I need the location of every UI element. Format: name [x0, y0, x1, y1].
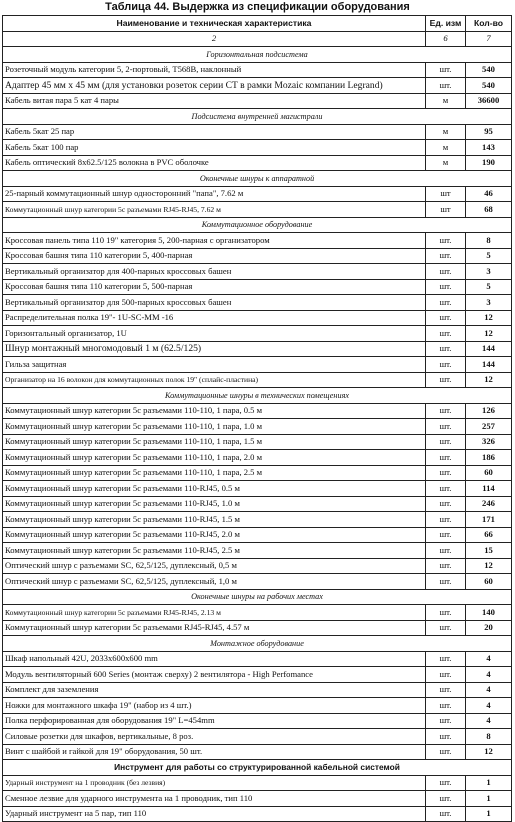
item-quantity: 144	[466, 341, 512, 357]
item-name: Розеточный модуль категории 5, 2-портовый, T568B, наклонный	[3, 62, 426, 78]
item-unit: шт.	[426, 698, 466, 714]
item-quantity: 4	[466, 713, 512, 729]
table-row	[3, 341, 512, 357]
item-name: Коммутационный шнур категории 5с разъемами 110-RJ45, 2.0 м	[3, 527, 426, 543]
section-row	[3, 388, 512, 404]
item-quantity: 95	[466, 124, 512, 140]
item-quantity: 4	[466, 698, 512, 714]
item-quantity: 4	[466, 651, 512, 667]
item-name: Полка перфорированная для оборудования 19" L=454mm	[3, 713, 426, 729]
item-name: Коммутационный шнур категории 5с разъемами 110-110, 1 пара, 1.5 м	[3, 434, 426, 450]
item-name: Коммутационный шнур категории 5с разъемами 110-110, 1 пара, 2.5 м	[3, 465, 426, 481]
item-unit: шт.	[426, 403, 466, 419]
item-name: Кабель 5кат 100 пар	[3, 140, 426, 156]
table-row	[3, 279, 512, 295]
item-quantity: 12	[466, 326, 512, 342]
item-quantity: 20	[466, 620, 512, 636]
item-name: Сменное лезвие для ударного инструмента на 1 проводник, тип 110	[3, 791, 426, 807]
item-name: Коммутационный шнур категории 5с разъемами RJ45-RJ45, 7.62 м	[3, 202, 426, 218]
item-unit: шт.	[426, 357, 466, 373]
item-name: Гильза защитная	[3, 357, 426, 373]
item-unit: шт.	[426, 651, 466, 667]
item-quantity: 171	[466, 512, 512, 528]
item-quantity: 12	[466, 372, 512, 388]
item-quantity: 60	[466, 574, 512, 590]
table-row	[3, 620, 512, 636]
item-quantity: 15	[466, 543, 512, 559]
table-row	[3, 357, 512, 373]
item-quantity: 540	[466, 62, 512, 78]
item-unit: м	[426, 155, 466, 171]
item-unit: шт.	[426, 729, 466, 745]
item-name: Горизонтальный организатор, 1U	[3, 326, 426, 342]
item-quantity: 68	[466, 202, 512, 218]
table-row	[3, 574, 512, 590]
item-quantity: 114	[466, 481, 512, 497]
table-row	[3, 450, 512, 466]
header-qty: Кол-во	[466, 16, 512, 32]
item-unit: шт.	[426, 527, 466, 543]
item-quantity: 12	[466, 310, 512, 326]
item-unit: шт.	[426, 419, 466, 435]
item-unit: м	[426, 140, 466, 156]
item-name: Коммутационный шнур категории 5с разъемами 110-RJ45, 1.5 м	[3, 512, 426, 528]
item-unit: шт.	[426, 62, 466, 78]
item-unit: шт	[426, 186, 466, 202]
item-unit: шт.	[426, 682, 466, 698]
section-title: Инструмент для работы со структурированной кабельной системой	[3, 760, 512, 776]
specification-table-body	[3, 16, 512, 822]
item-unit: шт.	[426, 806, 466, 822]
column-number-qty: 7	[466, 31, 512, 47]
item-unit: шт.	[426, 791, 466, 807]
item-name: Коммутационный шнур категории 5с разъемами RJ45-RJ45, 2.13 м	[3, 605, 426, 621]
section-title: Монтажное оборудование	[3, 636, 512, 652]
item-name: Шкаф напольный 42U, 2033x600x600 mm	[3, 651, 426, 667]
table-row	[3, 481, 512, 497]
column-number-name: 2	[3, 31, 426, 47]
table-row	[3, 186, 512, 202]
item-quantity: 326	[466, 434, 512, 450]
table-row	[3, 713, 512, 729]
item-name: Шнур монтажный многомодовый 1 м (62.5/125)	[3, 341, 426, 357]
item-unit: шт.	[426, 558, 466, 574]
table-row	[3, 682, 512, 698]
table-row	[3, 372, 512, 388]
section-title: Коммутационное оборудование	[3, 217, 512, 233]
item-name: Коммутационный шнур категории 5с разъемами 110-110, 1 пара, 1.0 м	[3, 419, 426, 435]
item-unit: шт	[426, 202, 466, 218]
item-quantity: 1	[466, 791, 512, 807]
table-row	[3, 775, 512, 791]
table-row	[3, 124, 512, 140]
item-quantity: 4	[466, 667, 512, 683]
section-title: Подсистема внутренней магистрали	[3, 109, 512, 125]
item-unit: м	[426, 124, 466, 140]
item-unit: шт.	[426, 372, 466, 388]
item-quantity: 1	[466, 806, 512, 822]
item-unit: шт.	[426, 775, 466, 791]
item-quantity: 257	[466, 419, 512, 435]
section-row	[3, 171, 512, 187]
item-quantity: 4	[466, 682, 512, 698]
item-name: 25-парный коммутационный шнур односторонний "папа", 7.62 м	[3, 186, 426, 202]
item-unit: шт.	[426, 233, 466, 249]
item-name: Кроссовая башня типа 110 категории 5, 400-парная	[3, 248, 426, 264]
item-quantity: 12	[466, 744, 512, 760]
item-name: Адаптер 45 мм х 45 мм (для установки розеток серии CT в рамки Mozaic компании Legrand)	[3, 78, 426, 94]
header-name: Наименование и техническая характеристика	[3, 16, 426, 32]
item-name: Кроссовая панель типа 110 19" категория 5, 200-парная с организатором	[3, 233, 426, 249]
section-row	[3, 760, 512, 776]
table-row	[3, 140, 512, 156]
section-row	[3, 109, 512, 125]
item-name: Кабель 5кат 25 пар	[3, 124, 426, 140]
table-row	[3, 527, 512, 543]
item-name: Ударный инструмент на 5 пар, тип 110	[3, 806, 426, 822]
item-name: Кабель витая пара 5 кат 4 пары	[3, 93, 426, 109]
table-row	[3, 326, 512, 342]
item-unit: шт.	[426, 264, 466, 280]
item-name: Коммутационный шнур категории 5с разъемами 110-RJ45, 0.5 м	[3, 481, 426, 497]
table-row	[3, 465, 512, 481]
item-name: Винт с шайбой и гайкой для 19" оборудования, 50 шт.	[3, 744, 426, 760]
item-unit: шт.	[426, 620, 466, 636]
item-quantity: 3	[466, 295, 512, 311]
item-name: Кроссовая башня типа 110 категории 5, 500-парная	[3, 279, 426, 295]
item-quantity: 246	[466, 496, 512, 512]
table-row	[3, 295, 512, 311]
item-unit: шт.	[426, 496, 466, 512]
table-row	[3, 744, 512, 760]
header-unit: Ед. изм	[426, 16, 466, 32]
section-row	[3, 47, 512, 63]
item-unit: шт.	[426, 481, 466, 497]
item-unit: шт.	[426, 248, 466, 264]
item-name: Коммутационный шнур категории 5с разъемами 110-RJ45, 1.0 м	[3, 496, 426, 512]
column-number-row	[3, 31, 512, 47]
item-unit: шт.	[426, 605, 466, 621]
item-quantity: 8	[466, 233, 512, 249]
table-row	[3, 651, 512, 667]
item-name: Распределительная полка 19"- 1U-SC-MM -16	[3, 310, 426, 326]
item-name: Коммутационный шнур категории 5с разъемами 110-110, 1 пара, 2.0 м	[3, 450, 426, 466]
section-row	[3, 217, 512, 233]
item-quantity: 1	[466, 775, 512, 791]
table-row	[3, 248, 512, 264]
item-quantity: 8	[466, 729, 512, 745]
item-unit: шт.	[426, 543, 466, 559]
item-name: Вертикальный организатор для 400-парных кроссовых башен	[3, 264, 426, 280]
table-row	[3, 78, 512, 94]
table-row	[3, 806, 512, 822]
table-row	[3, 605, 512, 621]
item-quantity: 186	[466, 450, 512, 466]
item-unit: шт.	[426, 341, 466, 357]
item-quantity: 60	[466, 465, 512, 481]
column-number-unit: 6	[426, 31, 466, 47]
section-row	[3, 589, 512, 605]
table-row	[3, 233, 512, 249]
header-row	[3, 16, 512, 32]
item-unit: м	[426, 93, 466, 109]
item-unit: шт.	[426, 295, 466, 311]
item-unit: шт.	[426, 326, 466, 342]
table-caption: Таблица 44. Выдержка из спецификации оборудования	[105, 1, 410, 13]
item-quantity: 190	[466, 155, 512, 171]
table-row	[3, 512, 512, 528]
item-name: Ножки для монтажного шкафа 19" (набор из 4 шт.)	[3, 698, 426, 714]
item-quantity: 3	[466, 264, 512, 280]
table-row	[3, 558, 512, 574]
item-name: Силовые розетки для шкафов, вертикальные, 8 роз.	[3, 729, 426, 745]
section-row	[3, 636, 512, 652]
item-unit: шт.	[426, 512, 466, 528]
section-title: Горизонтальная подсистема	[3, 47, 512, 63]
table-row	[3, 202, 512, 218]
item-name: Кабель оптический 8x62.5/125 волокна в PVC оболочке	[3, 155, 426, 171]
table-row	[3, 729, 512, 745]
item-quantity: 126	[466, 403, 512, 419]
item-unit: шт.	[426, 78, 466, 94]
item-unit: шт.	[426, 450, 466, 466]
table-row	[3, 155, 512, 171]
item-name: Ударный инструмент на 1 проводник (без лезвия)	[3, 775, 426, 791]
item-unit: шт.	[426, 279, 466, 295]
table-row	[3, 62, 512, 78]
table-row	[3, 310, 512, 326]
item-name: Оптический шнур с разъемами SC, 62,5/125, дуплексный, 0,5 м	[3, 558, 426, 574]
item-name: Организатор на 16 волокон для коммутационных полок 19" (сплайс-пластина)	[3, 372, 426, 388]
item-quantity: 144	[466, 357, 512, 373]
item-name: Коммутационный шнур категории 5с разъемами RJ45-RJ45, 4.57 м	[3, 620, 426, 636]
table-row	[3, 791, 512, 807]
item-unit: шт.	[426, 744, 466, 760]
specification-table	[2, 15, 512, 822]
item-unit: шт.	[426, 667, 466, 683]
item-quantity: 143	[466, 140, 512, 156]
item-name: Вертикальный организатор для 500-парных кроссовых башен	[3, 295, 426, 311]
item-quantity: 140	[466, 605, 512, 621]
item-unit: шт.	[426, 465, 466, 481]
item-quantity: 540	[466, 78, 512, 94]
table-row	[3, 419, 512, 435]
item-quantity: 5	[466, 248, 512, 264]
table-row	[3, 496, 512, 512]
item-unit: шт.	[426, 310, 466, 326]
table-row	[3, 667, 512, 683]
table-row	[3, 543, 512, 559]
item-name: Модуль вентиляторный 600 Series (монтаж сверху) 2 вентилятора - High Perfomance	[3, 667, 426, 683]
item-unit: шт.	[426, 713, 466, 729]
item-name: Комплект для заземления	[3, 682, 426, 698]
item-unit: шт.	[426, 434, 466, 450]
table-row	[3, 434, 512, 450]
section-title: Оконечные шнуры к аппаратной	[3, 171, 512, 187]
item-name: Коммутационный шнур категории 5с разъемами 110-RJ45, 2.5 м	[3, 543, 426, 559]
item-name: Оптический шнур с разъемами SC, 62,5/125, дуплексный, 1,0 м	[3, 574, 426, 590]
table-row	[3, 698, 512, 714]
table-row	[3, 264, 512, 280]
item-quantity: 36600	[466, 93, 512, 109]
section-title: Оконечные шнуры на рабочих местах	[3, 589, 512, 605]
item-quantity: 5	[466, 279, 512, 295]
table-row	[3, 403, 512, 419]
item-quantity: 66	[466, 527, 512, 543]
item-quantity: 46	[466, 186, 512, 202]
table-row	[3, 93, 512, 109]
item-unit: шт.	[426, 574, 466, 590]
item-name: Коммутационный шнур категории 5с разъемами 110-110, 1 пара, 0.5 м	[3, 403, 426, 419]
section-title: Коммутационные шнуры в технических помещениях	[3, 388, 512, 404]
item-quantity: 12	[466, 558, 512, 574]
